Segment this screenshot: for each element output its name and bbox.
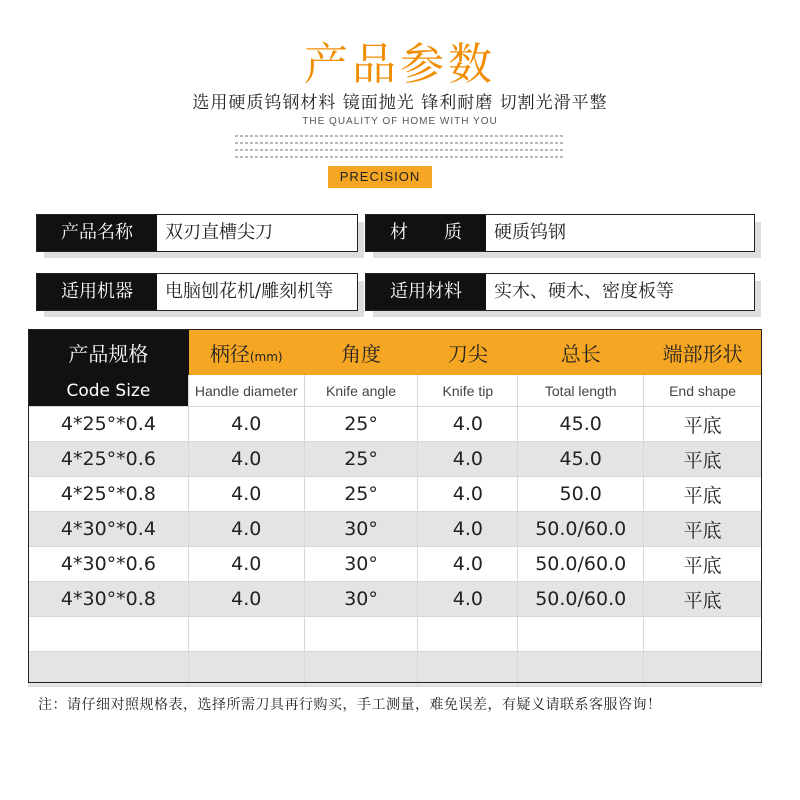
table-row: [29, 512, 762, 547]
page-subtitle: 选用硬质钨钢材料 镜面抛光 锋利耐磨 切割光滑平整: [192, 93, 608, 113]
cell-length: 45.0: [518, 407, 644, 442]
cell-length: 50.0: [518, 477, 644, 512]
cell-handle: 4.0: [188, 512, 304, 547]
table-row: [29, 407, 762, 442]
cell-tip: 4.0: [418, 442, 518, 477]
cell-angle: 30°: [304, 547, 418, 582]
info-label: 适用机器: [37, 274, 157, 310]
tagline: THE QUALITY OF HOME WITH YOU: [302, 116, 498, 127]
cell-tip: 4.0: [418, 547, 518, 582]
table-row-empty: [29, 652, 762, 687]
cell-angle: 25°: [304, 442, 418, 477]
spec-table: [28, 329, 762, 687]
info-value: 硬质钨钢: [494, 222, 566, 243]
table-row: [29, 442, 762, 477]
cell-angle: 30°: [304, 512, 418, 547]
info-label: 适用材料: [366, 274, 486, 310]
cell-handle: 4.0: [188, 547, 304, 582]
table-subheader-row: [29, 375, 762, 407]
cell-tip: 4.0: [418, 512, 518, 547]
subheader-end-shape: End shape: [644, 375, 762, 407]
cell-length: 50.0/60.0: [518, 512, 644, 547]
cell-end-shape: 平底: [644, 547, 762, 582]
cell-tip: 4.0: [418, 477, 518, 512]
cell-end-shape: 平底: [644, 477, 762, 512]
cell-handle: 4.0: [188, 407, 304, 442]
footnote: 注：请仔细对照规格表，选择所需刀具再行购买，手工测量，难免误差，有疑义请联系客服咨询！: [38, 697, 662, 713]
table-header-row: [29, 330, 762, 375]
subheader-handle: Handle diameter: [188, 375, 304, 407]
cell-length: 50.0/60.0: [518, 547, 644, 582]
page-title: 产品参数: [304, 39, 496, 90]
table-row-empty: [29, 617, 762, 652]
info-value: 双刃直槽尖刀: [165, 222, 273, 243]
decorative-fine-text: [235, 130, 565, 158]
cell-code: 4*25°*0.8: [29, 477, 189, 512]
cell-handle: 4.0: [188, 477, 304, 512]
header-handle: [188, 330, 304, 375]
info-machine: [36, 273, 358, 311]
cell-end-shape: 平底: [644, 442, 762, 477]
info-value: 实木、硬木、密度板等: [494, 281, 674, 302]
cell-code: 4*30°*0.4: [29, 512, 189, 547]
table-row: [29, 477, 762, 512]
cell-end-shape: 平底: [644, 512, 762, 547]
info-applicable-material: [365, 273, 755, 311]
header-angle: 角度: [304, 330, 418, 375]
header-handle-unit: (mm): [249, 349, 283, 364]
cell-angle: 25°: [304, 407, 418, 442]
cell-handle: 4.0: [188, 582, 304, 617]
header-length: 总长: [518, 330, 644, 375]
cell-angle: 30°: [304, 582, 418, 617]
subheader-length: Total length: [518, 375, 644, 407]
header-end-shape: 端部形状: [644, 330, 762, 375]
cell-length: 50.0/60.0: [518, 582, 644, 617]
cell-angle: 25°: [304, 477, 418, 512]
header-handle-label: 柄径: [209, 341, 250, 366]
cell-handle: 4.0: [188, 442, 304, 477]
subheader-angle: Knife angle: [304, 375, 418, 407]
cell-code: 4*25°*0.4: [29, 407, 189, 442]
cell-code: 4*30°*0.6: [29, 547, 189, 582]
cell-tip: 4.0: [418, 582, 518, 617]
info-value: 电脑刨花机/雕刻机等: [165, 281, 334, 302]
info-product-name: [36, 214, 358, 252]
header-code: 产品规格: [29, 330, 189, 375]
info-material: [365, 214, 755, 252]
subheader-code: Code Size: [29, 375, 189, 407]
cell-code: 4*25°*0.6: [29, 442, 189, 477]
info-label: 材 质: [366, 215, 486, 251]
cell-length: 45.0: [518, 442, 644, 477]
cell-tip: 4.0: [418, 407, 518, 442]
info-label: 产品名称: [37, 215, 157, 251]
table-row: [29, 547, 762, 582]
cell-end-shape: 平底: [644, 407, 762, 442]
cell-code: 4*30°*0.8: [29, 582, 189, 617]
precision-badge: PRECISION: [328, 166, 432, 188]
subheader-tip: Knife tip: [418, 375, 518, 407]
header-tip: 刀尖: [418, 330, 518, 375]
table-row: [29, 582, 762, 617]
cell-end-shape: 平底: [644, 582, 762, 617]
